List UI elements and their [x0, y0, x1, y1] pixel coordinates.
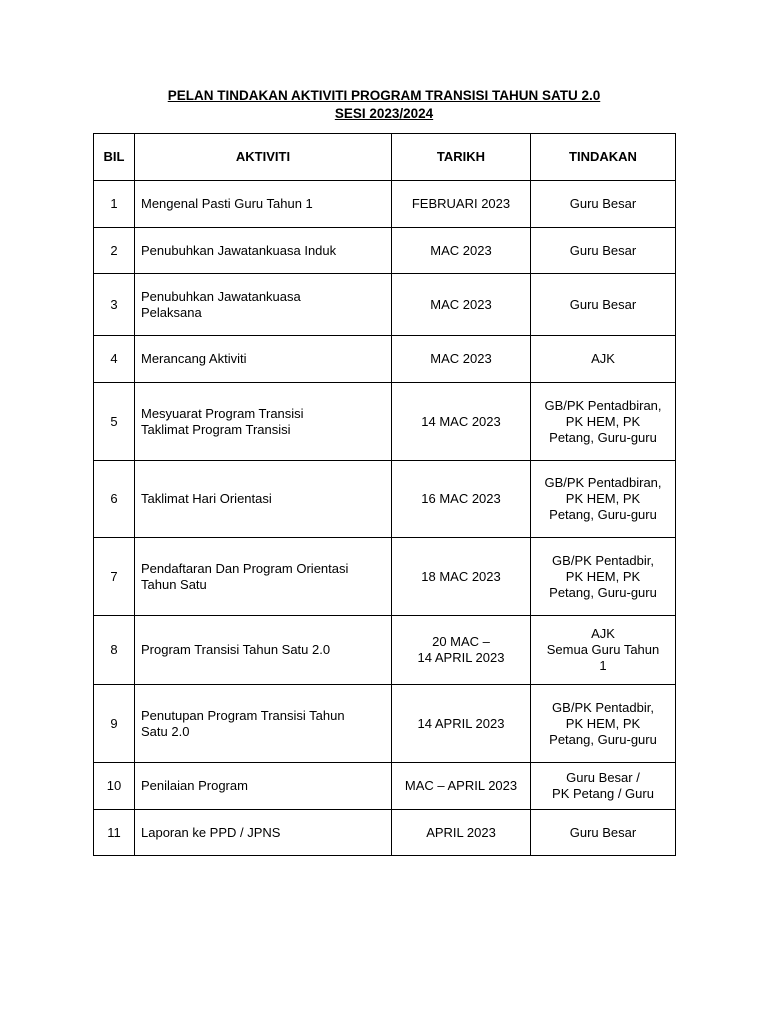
- cell-tindakan: [531, 383, 676, 461]
- cell-tarikh-line: MAC 2023: [430, 242, 492, 258]
- table-row: [94, 810, 676, 856]
- cell-aktiviti: [135, 383, 392, 461]
- cell-aktiviti: [135, 228, 392, 274]
- cell-tarikh: [392, 685, 531, 763]
- cell-tarikh: [392, 228, 531, 274]
- cell-aktiviti-line: Penubuhkan Jawatankuasa Induk: [141, 242, 337, 258]
- cell-tarikh-line: 14 APRIL 2023: [417, 650, 505, 665]
- title-line-2: SESI 2023/2024: [334, 106, 434, 121]
- cell-tarikh-line: 14 APRIL 2023: [417, 715, 505, 731]
- cell-tarikh-line: MAC 2023: [430, 351, 492, 366]
- cell-aktiviti-line: Laporan ke PPD / JPNS: [141, 824, 281, 840]
- cell-tindakan-line: PK HEM, PK: [565, 568, 641, 584]
- cell-tindakan-line: Guru Besar: [569, 296, 637, 312]
- cell-aktiviti: [135, 461, 392, 538]
- cell-aktiviti: [135, 274, 392, 336]
- cell-bil: 5: [94, 383, 135, 461]
- cell-bil: 9: [94, 685, 135, 763]
- table-body: [94, 181, 676, 856]
- cell-tarikh: [392, 181, 531, 228]
- cell-tindakan-line: Guru Besar: [569, 242, 637, 258]
- cell-tindakan-line: Guru Besar /: [566, 770, 640, 785]
- cell-aktiviti-line: Pelaksana: [141, 304, 202, 320]
- cell-tindakan-line: PK HEM, PK: [565, 491, 641, 506]
- table-row: [94, 763, 676, 810]
- cell-bil: 10: [94, 763, 135, 810]
- cell-aktiviti-line: Penutupan Program Transisi Tahun: [141, 707, 345, 723]
- cell-aktiviti: [135, 336, 392, 383]
- cell-tarikh-line: APRIL 2023: [426, 824, 496, 840]
- cell-tindakan-line: Petang, Guru-guru: [549, 429, 657, 445]
- table-row: [94, 274, 676, 336]
- header-tarikh: TARIKH: [392, 134, 531, 181]
- cell-tarikh: [392, 763, 531, 810]
- cell-tarikh-line: FEBRUARI 2023: [411, 196, 511, 211]
- cell-tarikh-line: 20 MAC –: [432, 634, 490, 649]
- cell-tarikh-line: MAC – APRIL 2023: [404, 778, 518, 793]
- cell-tarikh: [392, 274, 531, 336]
- cell-bil: 4: [94, 336, 135, 383]
- cell-bil: 7: [94, 538, 135, 616]
- cell-tarikh-line: MAC 2023: [430, 296, 492, 312]
- cell-aktiviti-line: Satu 2.0: [141, 723, 190, 739]
- cell-tindakan-line: 1: [599, 658, 607, 673]
- cell-aktiviti: [135, 810, 392, 856]
- cell-tindakan: [531, 336, 676, 383]
- cell-aktiviti: [135, 616, 392, 685]
- cell-tarikh: [392, 538, 531, 616]
- cell-tindakan: [531, 538, 676, 616]
- table-row: [94, 181, 676, 228]
- table-row: [94, 228, 676, 274]
- cell-aktiviti-line: Mengenal Pasti Guru Tahun 1: [141, 196, 313, 211]
- cell-aktiviti-line: Tahun Satu: [141, 576, 207, 592]
- cell-tindakan-line: Guru Besar: [569, 824, 637, 840]
- title-line-1: PELAN TINDAKAN AKTIVITI PROGRAM TRANSISI TAHUN SATU 2.0: [167, 88, 601, 103]
- cell-tarikh: [392, 616, 531, 685]
- cell-tarikh-line: 16 MAC 2023: [421, 491, 501, 506]
- cell-aktiviti: [135, 538, 392, 616]
- document-title: [0, 87, 768, 123]
- cell-tindakan-line: GB/PK Pentadbiran,: [544, 475, 662, 490]
- cell-tarikh: [392, 461, 531, 538]
- cell-tarikh: [392, 336, 531, 383]
- cell-tindakan: [531, 461, 676, 538]
- cell-bil: 1: [94, 181, 135, 228]
- cell-tindakan-line: Guru Besar: [569, 196, 637, 211]
- cell-tindakan-line: GB/PK Pentadbir,: [552, 699, 654, 715]
- cell-aktiviti-line: Program Transisi Tahun Satu 2.0: [141, 642, 331, 657]
- header-aktiviti: AKTIVITI: [135, 134, 392, 181]
- cell-aktiviti-line: Merancang Aktiviti: [141, 351, 247, 366]
- cell-bil: 8: [94, 616, 135, 685]
- cell-aktiviti-line: Taklimat Hari Orientasi: [141, 491, 272, 506]
- cell-tarikh-line: 14 MAC 2023: [421, 413, 501, 429]
- cell-tindakan-line: Petang, Guru-guru: [549, 507, 657, 522]
- cell-tarikh-line: 18 MAC 2023: [421, 568, 501, 584]
- cell-aktiviti-line: Pendaftaran Dan Program Orientasi: [141, 560, 349, 576]
- table-row: [94, 336, 676, 383]
- cell-aktiviti: [135, 181, 392, 228]
- cell-tindakan-line: GB/PK Pentadbiran,: [544, 397, 662, 413]
- cell-aktiviti-line: Penilaian Program: [141, 778, 248, 793]
- cell-tindakan-line: Petang, Guru-guru: [549, 731, 657, 747]
- cell-tindakan-line: PK Petang / Guru: [552, 786, 654, 801]
- cell-bil: 3: [94, 274, 135, 336]
- cell-tindakan-line: Petang, Guru-guru: [549, 584, 657, 600]
- cell-aktiviti-line: Mesyuarat Program Transisi: [141, 405, 304, 421]
- cell-aktiviti: [135, 685, 392, 763]
- cell-tindakan: [531, 228, 676, 274]
- cell-tarikh: [392, 810, 531, 856]
- cell-tindakan: [531, 810, 676, 856]
- cell-aktiviti-line: Penubuhkan Jawatankuasa: [141, 288, 301, 304]
- cell-bil: 6: [94, 461, 135, 538]
- table-row: [94, 383, 676, 461]
- cell-aktiviti-line: Taklimat Program Transisi: [141, 421, 291, 437]
- cell-aktiviti: [135, 763, 392, 810]
- header-bil: BIL: [94, 134, 135, 181]
- table-row: [94, 461, 676, 538]
- cell-tindakan-line: PK HEM, PK: [565, 715, 641, 731]
- cell-bil: 11: [94, 810, 135, 856]
- table-row: [94, 616, 676, 685]
- cell-tindakan: [531, 181, 676, 228]
- action-plan-table: [93, 133, 676, 856]
- cell-bil: 2: [94, 228, 135, 274]
- table-row: [94, 685, 676, 763]
- cell-tindakan-line: AJK: [591, 626, 615, 641]
- cell-tindakan: [531, 274, 676, 336]
- table-header-row: [94, 134, 676, 181]
- cell-tindakan-line: PK HEM, PK: [565, 413, 641, 429]
- cell-tindakan-line: AJK: [591, 351, 615, 366]
- cell-tindakan-line: GB/PK Pentadbir,: [552, 552, 654, 568]
- cell-tindakan: [531, 616, 676, 685]
- cell-tarikh: [392, 383, 531, 461]
- cell-tindakan-line: Semua Guru Tahun: [546, 642, 660, 657]
- header-tindakan: TINDAKAN: [531, 134, 676, 181]
- cell-tindakan: [531, 685, 676, 763]
- cell-tindakan: [531, 763, 676, 810]
- table-row: [94, 538, 676, 616]
